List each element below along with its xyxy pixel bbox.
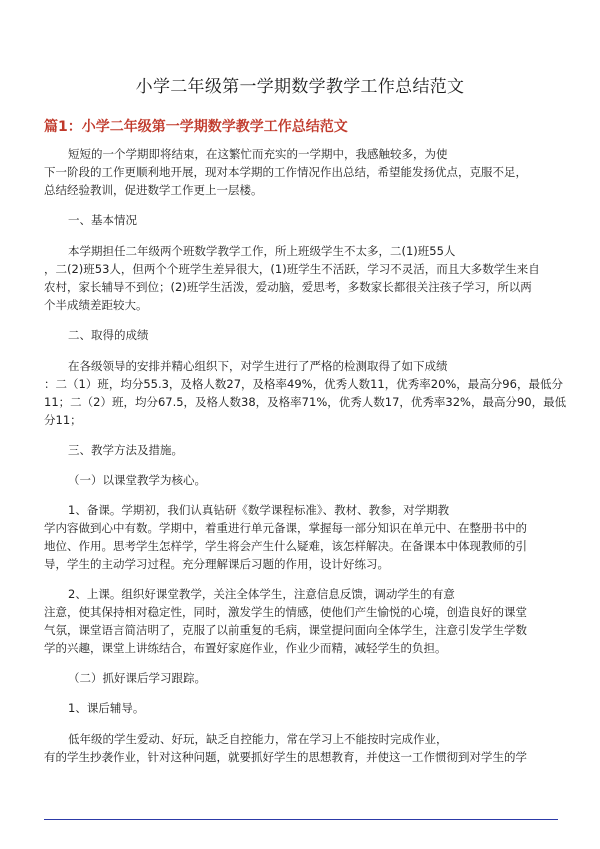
paragraph-line: 下一阶段的工作更顺利地开展，现对本学期的工作情况作出总结，希望能发扬优点，克服不足， xyxy=(44,165,527,179)
subheading-achievements: 二、取得的成绩 xyxy=(68,328,149,342)
paragraph-line: 短短的一个学期即将结束，在这繁忙而充实的一学期中，我感触较多，为使 xyxy=(68,147,448,161)
paragraph-line: ：二（1）班，均分55.3，及格人数27，及格率49%，优秀人数11，优秀率20%，最高分96，最低分 xyxy=(44,377,563,391)
paragraph-line: 学内容做到心中有数。学期中，着重进行单元备课，掌握每一部分知识在单元中、在整册书中的 xyxy=(44,521,527,535)
paragraph-line: 2、上课。组织好课堂教学，关注全体学生，注意信息反馈，调动学生的有意 xyxy=(68,587,455,601)
paragraph-line: ，二(2)班53人，但两个个班学生差异很大，(1)班学生不活跃，学习不灵活，而且大多数学生来自 xyxy=(44,262,540,276)
paragraph-line: 1、备课。学期初，我们认真钻研《数学课程标准》、教材、教参，对学期教 xyxy=(68,503,450,517)
subheading-basic-situation: 一、基本情况 xyxy=(68,213,137,227)
paragraph-line: 在各级领导的安排并精心组织下，对学生进行了严格的检测取得了如下成绩 xyxy=(68,359,448,373)
paragraph-line: 地位、作用。思考学生怎样学，学生将会产生什么疑难，该怎样解决。在备课本中体现教师的引 xyxy=(44,539,527,553)
subheading-after-class: （二）抓好课后学习跟踪。 xyxy=(68,671,206,685)
paragraph-line: 低年级的学生爱动、好玩，缺乏自控能力，常在学习上不能按时完成作业， xyxy=(68,732,448,746)
document-title: 小学二年级第一学期数学教学工作总结范文 xyxy=(135,77,465,97)
subheading-methods: 三、教学方法及措施。 xyxy=(68,443,183,457)
subheading-tutoring: 1、课后辅导。 xyxy=(68,701,145,715)
paragraph-line: 有的学生抄袭作业，针对这种问题，就要抓好学生的思想教育，并使这一工作惯彻到对学生的学 xyxy=(44,750,527,764)
subheading-classroom-core: （一）以课堂教学为核心。 xyxy=(68,473,206,487)
paragraph-line: 个半成绩差距较大。 xyxy=(44,298,148,312)
section-heading: 篇1：小学二年级第一学期数学教学工作总结范文 xyxy=(44,119,348,135)
paragraph-line: 导，学生的主动学习过程。充分理解课后习题的作用，设计好练习。 xyxy=(44,557,389,571)
paragraph-line: 总结经验教训，促进数学工作更上一层楼。 xyxy=(44,183,263,197)
paragraph-line: 本学期担任二年级两个班数学教学工作，所上班级学生不太多，二(1)班55人 xyxy=(68,244,456,258)
paragraph-line: 分11； xyxy=(44,413,82,427)
paragraph-line: 气氛，课堂语言简洁明了，克服了以前重复的毛病，课堂提问面向全体学生，注意引发学生学数 xyxy=(44,623,527,637)
paragraph-line: 学的兴趣，课堂上讲练结合，布置好家庭作业，作业少而精，减轻学生的负担。 xyxy=(44,641,447,655)
paragraph-line: 11；二（2）班，均分67.5，及格人数38，及格率71%，优秀人数17，优秀率32%，最高分90，最低 xyxy=(44,395,567,409)
paragraph-line: 注意，使其保持相对稳定性，同时，激发学生的情感，使他们产生愉悦的心境，创造良好的课堂 xyxy=(44,605,527,619)
footer-divider xyxy=(44,819,558,820)
paragraph-line: 农村，家长辅导不到位；(2)班学生活泼，爱动脑，爱思考，多数家长都很关注孩子学习，所以两 xyxy=(44,280,532,294)
